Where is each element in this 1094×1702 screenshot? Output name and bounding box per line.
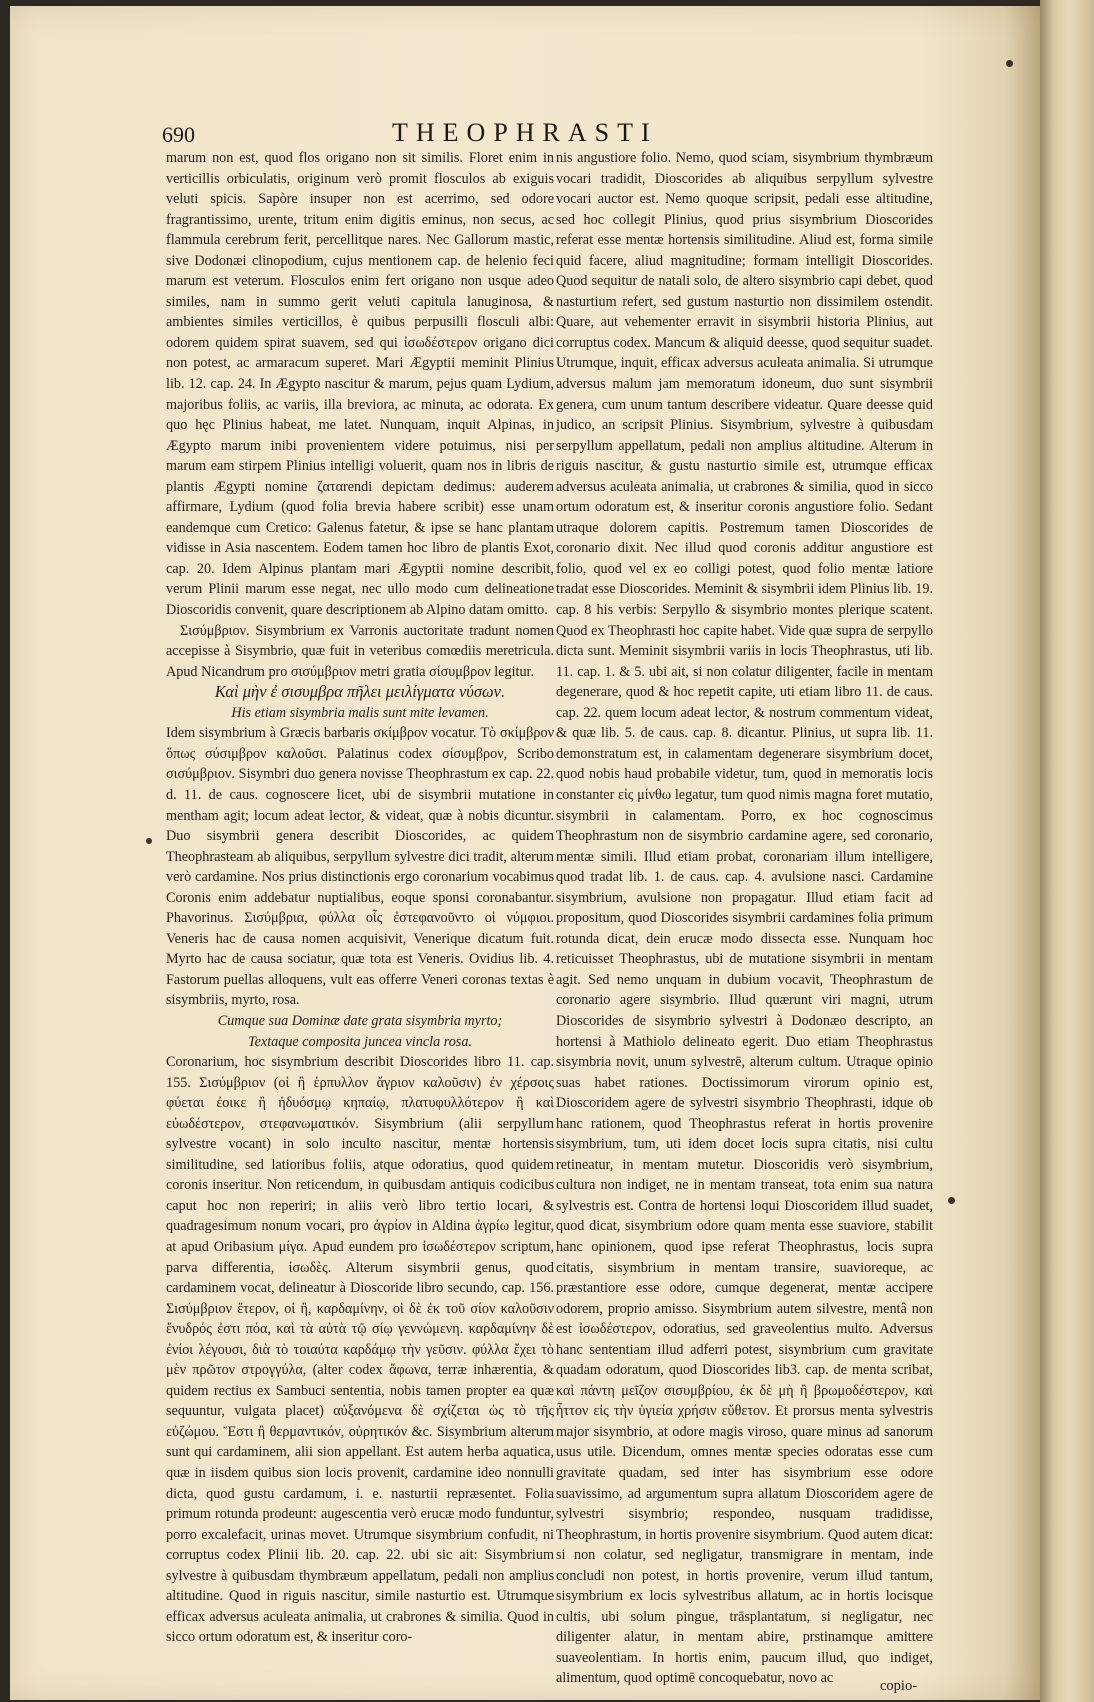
page-edge — [1040, 0, 1094, 1702]
catchword: copio- — [880, 1678, 918, 1694]
paragraph: nis angustiore folio. Nemo, quod sciam, sisymbrium thymbræum vocari tradidit, Dioscorides ab aliquibus serpyllum sylvestre vocari auctor est. Nemo quoque scripsit, pedali esse altitudine, sed hoc collegit Plinius, quod prius sisymbrium Dioscorides referat esse mentæ hortensis similitudine. Aliud est, forma simile quid facere, aliud magnitudine; formam intelligit Dioscorides. Quod sequitur de natali solo, de altero sisymbrio capi debet, quod nasturtium refert, sed gustum nasturtio non dissimilem ostendit. Quare, aut vehementer erravit in sisymbrii historia Plinius, aut corruptus codex. Mancum & aliquid deesse, quod sequitur suadet. Utrumque, inquit, efficax adversus aculeata animalia. Si utrumque adversus malum jam memoratum idoneum, duo sunt sisymbrii genera, cum unum tantum describere videatur. Quare deesse quid judico, an scripsit Plinius. Sisymbrium, sylvestre à quibusdam serpyllum appellatum, pedali non amplius altitudine. Alterum in riguis nascitur, & gustu nasturtio simile est, utrumque efficax adversus aculeata animalia, ut crabrones & similia, quod in sicco ortum odoratum est, & inseritur coronis angustiore folio. Sedant utraque dolorem capitis. Postremum tamen Dioscorides de coronario dixit. Nec illud quod coronis additur angustiore est folio, quod vel ex eo colligi potest, quod folio mentæ latiore tradat esse Dioscorides. Meminit & sisymbrii idem Plinius lib. 19. cap. 8 his verbis: Serpyllo & sisymbrio montes plerique scatent. Quod ex Theophrasti hoc capite habet. Vide quæ supra de serpyllo dicta sunt. Meminit sisymbrii variis in locis Theophrastus, uti lib. 11. cap. 1. & 5. ubi ait, si non colatur diligenter, facile in mentam degenerare, quod & hoc repetit capite, uti etiam libro 11. de caus. cap. 22. quem locum adeat lector, & nostrum commentum videat, & quæ lib. 5. de caus. cap. 8. dicantur. Plinius, ut supra lib. 11. demonstratum est, in calamentam degenerare sisymbrium docet, quod nobis haud probabile videtur, tum, quod in memoratis locis constanter εἰς μίνθω legatur, tum quod nimis magna foret mutatio, sisymbrii in calamentam. Porro, ex hoc cognoscimus Theophrastum non de sisymbrio cardamine agere, sed coronario, mentæ simili. Illud etiam probat, coronariam illum intelligere, quod tradat lib. 1. de caus. cap. 4. avulsione nasci. Cardamine sisymbrium, avulsione non propagatur. Illud etiam facit ad propositum, quod Dioscorides sisymbrii cardamines folia primum rotunda dicat, dein erucæ modo dissecta esse. Nunquam hoc reticuisset Theophrastus, ubi de mutatione sisymbrii in mentam agit. Sed nemo unquam in dubium vocavit, Theophrastum de coronario agere sisymbrio. Illud quærunt viri magni, utrum Dioscorides de sisymbrio sylvestri à Dodonæo descripto, an hortensi à Mathiolo delineato egerit. Duo etiam Theophrastus sisymbria novit, unum sylvestrē, alterum cultum. Utraque opinio suas habet rationes. Doctissimorum virorum opinio est, Dioscoridem agere de sylvestri sisymbrio Theophrasti, idque ob hanc rationem, quod Theophrastus referat in hortis provenire sisymbrium, tum, uti idem docet locis supra citatis, nisi cultu retineatur, in mentam mutetur. Dioscoridis verò sisymbrium, cultura non indiget, ne in mentam transeat, tota enim sua natura sylvestris est. Contra de hortensi loqui Dioscoridem illud suadet, quod dicat, sisymbrium odore quam menta esse suaviore, stabilit hanc opinionem, quod ipse referat Theophrastus, locis supra citatis, sisymbrium in mentam transire, suavioreque, ac præstantiore esse odore, cumque degenerat, mentæ accipere odorem, proprio amisso. Sisymbrium autem silvestre, mentâ non est ἰσωδέστερον, odoratius, sed graveolentius multo. Adversus hanc sententiam illud adferri potest, sisymbrium cum gravitate quadam odoratum, quod Dioscorides lib3. cap. de menta scribat, καὶ πάντη μεῖζον σισυμβρίου, ἐκ δὲ μὴ ἢ βρωμοδέστερον, καὶ ἧττον εἰς τὴν ὑγιεία χρήσιν εὔθετον. Et prorsus menta sylvestris major sisymbrio, at odore magis viroso, quare minus ad sanorum usus utile. Dicendum, omnes mentæ species odoratas esse cum gravitate quadam, sed inter has sisymbrium esse odore suavissimo, ad argumentum supra allatum Dioscoridem agere de sylvestri sisymbrio; respondeo, nusquam tradidisse, Theophrastum, in hortis provenire sisymbrium. Quod autem dicat: si non colatur, sed negligatur, transmigrare in mentam, inde concludi non potest, in hortis provenire, verum illud tantum, sisymbrium ex locis sylvestribus allatum, ac in hortis locisque cultis, ubi solum pingue, trāsplantatum, si negligatur, nec diligenter alatur, in mentam abire, prstinamque amittere suaveolentiam. In hortis enim, paucum illud, quo indiget, alimentum, quod optimē concoquebatur, novo ac — [556, 150, 933, 1687]
verse-line: Textaque composita juncea vincla rosa. — [248, 1033, 472, 1050]
left-column — [166, 148, 554, 1648]
paragraph: Σισύμβριον. Sisymbrium ex Varronis auctoritate tradunt nomen accepisse à Sisymbrio, quæ fuit in veteribus comœdiis meretricula. Apud Nicandrum pro σισύμβριον metri gratia σίσυμβρον legitur. — [166, 622, 554, 680]
page-blemish — [146, 838, 152, 844]
paragraph: Coronarium, hoc sisymbrium describit Dioscorides libro 11. cap. 155. Σισύμβριον (οἱ ἢ ἑρπυλλον ἄγριον καλοῦσιν) ἐν χέρσοις φύεται ἐοικε ἢ ἡδυόσμῳ κηπαίῳ, πλατυφυλλότερον ἢ καὶ εὐωδέστερον, στεφανωματικόν. Sisymbrium (alii serpyllum sylvestre vocant) in solo inculto nascitur, mentæ hortensis similitudine, sed latioribus foliis, atque odoratius, quod quidem coronis inseritur. Non reticendum, in quibusdam antiquis codicibus caput hoc non reperiri; in aliis verò libro tertio locari, & quadragesimum nonum vocari, pro ἀγρίον in Aldina ἀγρίω legitur, at apud Oribasium μίγα. Apud eundem pro ἰσωδέστερον scriptum, parva differentia, ἰσωδὲς. Alterum sisymbrii genus, quod cardaminem vocat, delineatur à Dioscoride libro secundo, cap. 156. Σισύμβριον ἕτερον, οἱ ἢ, καρδαμίνην, οἱ δὲ ἐκ τοῦ σίον καλοῦσιν ἔνυδρός ἐστι πόα, καὶ τὰ αὐτὰ τῷ σίῳ γεννώμενη. καρδαμίνην δὲ ἐνίοι λέγουσι, διὰ τὸ τοιαύτα καρδάμῳ τὴν γεῦσιν. φύλλα ἔχει τὸ μὲν πρῶτον στρογγύλα, (alter codex ἄφωνα, terræ inhærentia, & quidem rectius ex Sambuci sententia, nobis tamen propter ea quæ sequuntur, vulgata placet) αὐξανόμενα δὲ σχίζεται ὡς τὸ τῆς εὐζώμου. Ἔστι ἢ θερμαντικόν, οὐρητικόν &c. Sisymbrium alterum sunt qui cardaminem, alii sion appellant. Est autem herba aquatica, quæ in iisdem quibus sion locis provenit, cardamine ideo nonnulli dicta, quod gustu cardamum, i. e. nasturtii repræsentet. Folia primum rotunda prodeunt: augescentia verò erucæ modo funduntur, porro excalefacit, urinas movet. Utrumque sisymbrium confudit, ni corruptus codex Plinii lib. 20. cap. 22. ubi sic ait: Sisymbrium sylvestre à quibusdam thymbræum appellatum, pedali non amplius altitudine. Quod in riguis nascitur, simile nasturtio est. Utrumque efficax adversus aculeata animalia, ut crabrones & similia. Quod in sicco ortum odoratum est, & inseritur coro- — [166, 1054, 554, 1646]
right-column — [556, 148, 933, 1689]
page-blemish — [1006, 60, 1013, 67]
running-title: THEOPHRASTI — [392, 118, 658, 147]
paragraph: marum non est, quod flos origano non sit similis. Floret enim in verticillis orbiculatis, originum verò promit flosculos ab exiguis veluti spicis. Sapòre insuper non est acerrimo, sed odore fragrantissimo, urente, tritum enim digitis eminus, non secus, ac flammula cerebrum ferit, percellitque nares. Nec Gallorum mastic, sive Dodonæi clinopodium, cujus mentionem cap. de helenio feci marum est veterum. Flosculos enim fert origano non usque adeo similes, nam in summo gerit veluti capitula lanuginosa, & ambientes similes verticillos, è quibus perpusilli flosculi albi: odorem quidem spirat suavem, sed qui ἰσωδέστερον origano dici non potest, ac armaracum superet. Mari Ægyptii meminit Plinius lib. 12. cap. 24. In Ægypto nascitur & marum, pejus quam Lydium, majoribus foliis, ac variis, illa breviora, ac minuta, ac odorata. Ex quo hęc Plinius habeat, me latet. Nunquam, inquit Alpinas, in Ægypto marum inibi provenientem videre potuimus, nisi per marum eam stirpem Plinius intelligi voluerit, quam nos in libris de plantis Ægypti nomine ζαταrendi depictam dedimus: auderem affirmare, Lydium (quod folia brevia habere scribit) esse unam eandemque cum Cretico: Galenus fatetur, & ipse se hanc plantam vidisse in Asia nascentem. Eodem tamen hoc libro de plantis Exot, cap. 20. Idem Alpinus plantam mari Ægyptii nomine describit, verum Plinii marum esse negat, nec ullo modo cum delineatione Dioscoridis convenit, quare descriptionem ab Alpino datam omitto. — [166, 150, 554, 619]
latin-verse: His etiam sisymbria malis sunt mite levamen. — [231, 704, 489, 721]
paragraph: Idem sisymbrium à Græcis barbaris σκίμβρον vocatur. Τὸ σκίμβρον ὅπως σύσιμβρον καλοῦσι. Palatinus codex σίσυμβρον, Scribo σισύμβριον. Sisymbri duo genera novisse Theophrastum ex cap. 22. d. 11. de caus. cognoscere licet, ubi de sisymbrii mutatione in mentham agit; locum adeat lector, & videat, quæ à nobis dicuntur. Duo sisymbrii genera describit Dioscorides, ac quidem Theophrasteam ab aliquibus, serpyllum sylvestre dici tradit, alterum verò cardamine. Nos prius distinctionis ergo coronarium vocabimus Coronis enim addebatur nuptialibus, eoque sponsi coronabantur. Phavorinus. Σισύμβρια, φύλλα οἷς ἐστεφανοῦντο οἱ νύμφιοι. Veneris hac de causa nomen acquisivit, Venerique dicatum fuit. Myrto hac de causa sociatur, quæ tota est Veneris. Ovidius lib. 4. Fastorum puellas alloquens, vult eas offerre Veneri coronas textas è sisymbriis, myrto, rosa. — [166, 725, 554, 1009]
page-header — [162, 118, 862, 152]
greek-verse: Καὶ μὴν ἐ σισυμβρα πῆλει μειλίγματα νύσων. — [214, 682, 506, 702]
verse-line: Cumque sua Dominæ date grata sisymbria myrto; — [217, 1012, 503, 1029]
page-blemish — [948, 1197, 955, 1204]
page-number: 690 — [162, 122, 195, 147]
